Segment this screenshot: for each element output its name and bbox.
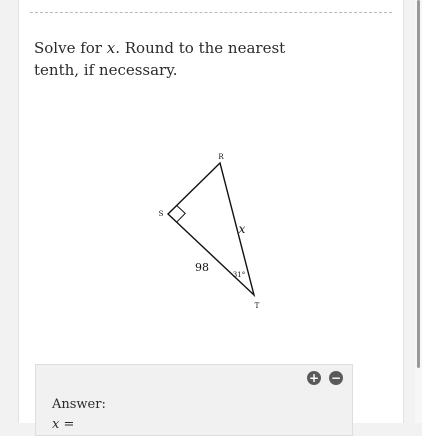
angle-label-t: 31° [232,271,246,279]
answer-input-area[interactable]: x = [52,417,75,432]
right-angle-marker [177,206,186,223]
side-label-x: x [238,222,246,236]
scrollbar[interactable] [415,0,422,423]
remove-answer-button[interactable]: − [330,371,342,385]
vertex-label-t: T [254,302,260,310]
answer-panel [35,364,353,436]
answer-label: Answer: [52,397,106,412]
add-answer-button[interactable]: + [308,371,320,385]
vertex-label-r: R [218,153,224,161]
question-suffix: . Round to the nearest tenth, if necessary. [34,39,286,79]
side-label-st: 98 [195,261,209,274]
question-variable: x [106,39,116,57]
vertex-label-s: S [158,210,164,218]
scrollbar-thumb[interactable] [417,0,420,368]
question-prefix: Solve for [34,39,107,57]
